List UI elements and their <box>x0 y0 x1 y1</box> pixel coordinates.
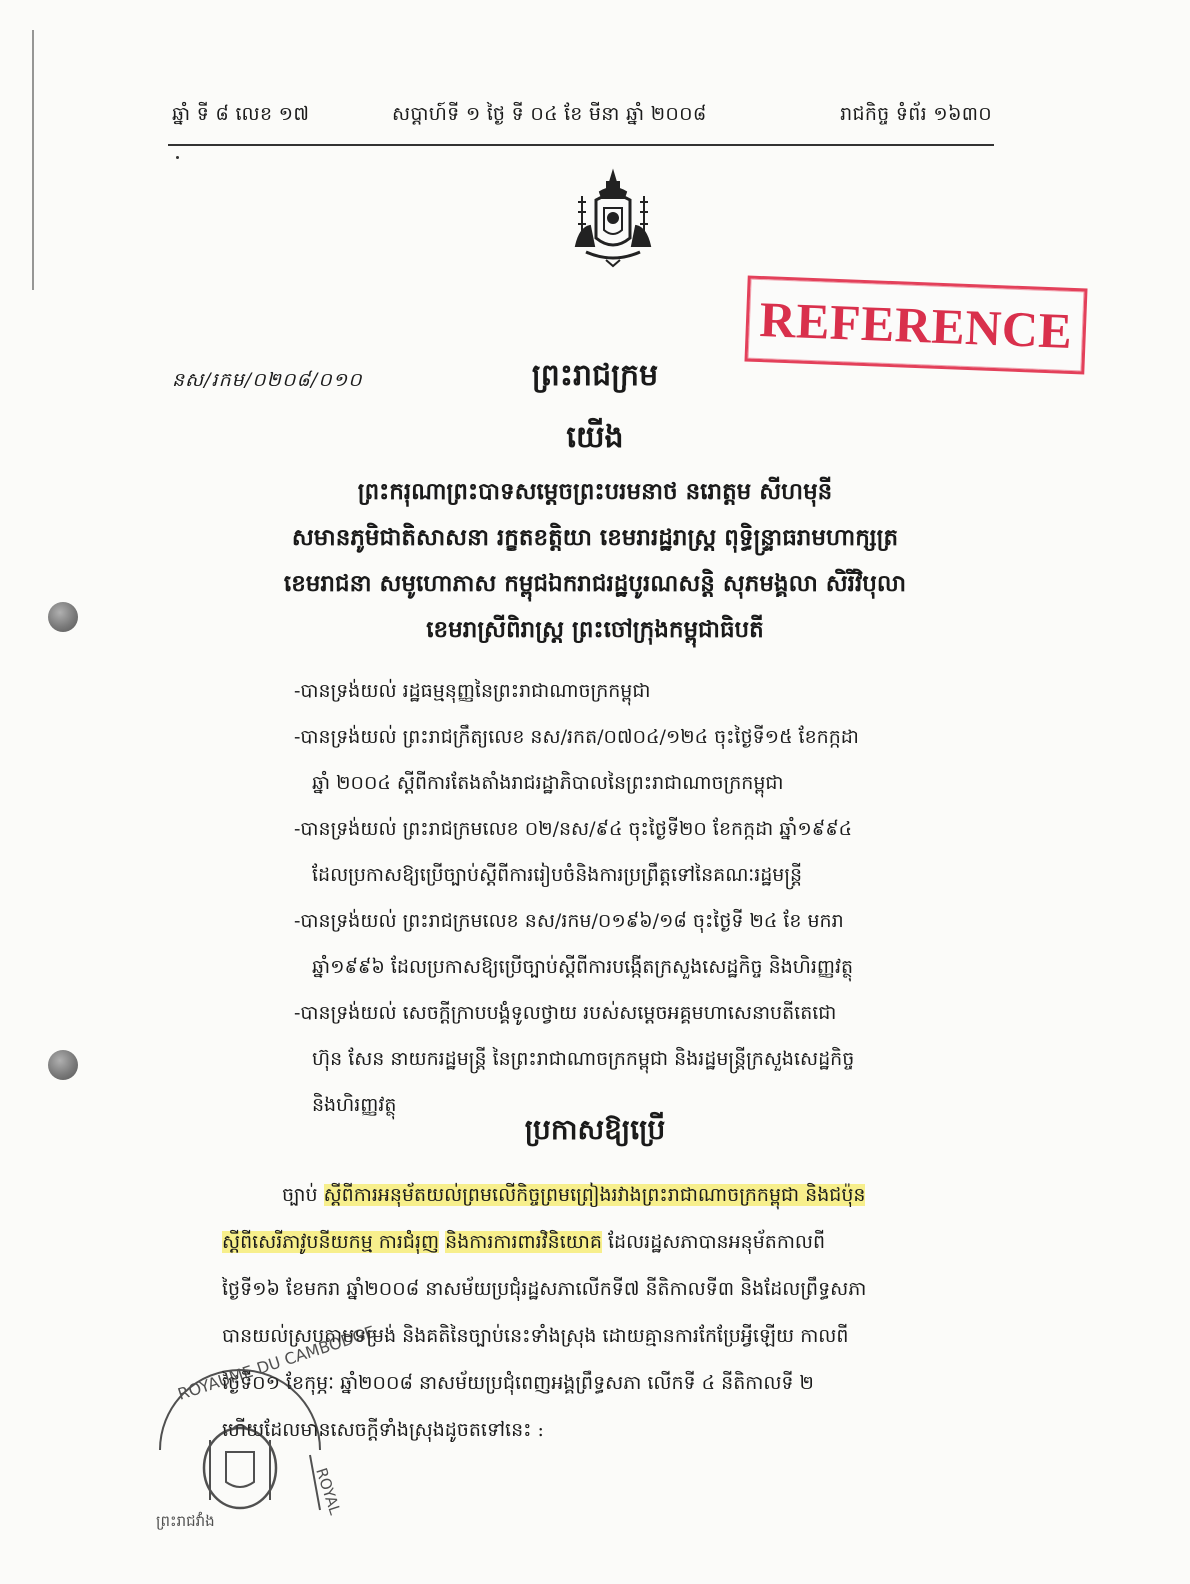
paragraph-line: បានយល់ស្របតាមទម្រង់ និងគតិនៃច្បាប់នេះទាំងស្រុង ដោយគ្មានការកែប្រែអ្វីឡើយ កាលពី <box>222 1325 849 1347</box>
law-lead: ច្បាប់ <box>282 1184 324 1206</box>
decree-reference-number: នស/រកម/០២០៨/០១០ <box>172 369 363 391</box>
gazette-issue: ឆ្នាំ ទី ៨ លេខ ១៧ <box>172 103 310 125</box>
highlighted-law-title: ស្ដីពីសេរីភាវូបនីយកម្ម ការជំរុញ <box>222 1231 440 1253</box>
seal-text-bottom: ព្រះរាជវាំង <box>156 1512 215 1530</box>
seal-text-top: ROYAUME DU CAMBODGE <box>175 1322 378 1404</box>
visa-item-continued: ឆ្នាំ ២០០៤ ស្ដីពីការតែងតាំងរាជរដ្ឋាភិបាលនៃព្រះរាជាណាចក្រកម្ពុជា <box>312 772 784 794</box>
visa-item-continued: ហ៊ុន សែន នាយករដ្ឋមន្ត្រី នៃព្រះរាជាណាចក្រកម្ពុជា និងរដ្ឋមន្ត្រីក្រសួងសេដ្ឋកិច្ច <box>312 1048 855 1070</box>
paragraph-line <box>222 1172 1022 1219</box>
visa-item-continued: ឆ្នាំ១៩៩៦ ដែលប្រកាសឱ្យប្រើច្បាប់ស្ដីពីការបង្កើតក្រសួងសេដ្ឋកិច្ច និងហិរញ្ញវត្ថុ <box>312 956 854 978</box>
seal-text-side: ROYAL <box>312 1465 345 1517</box>
king-title-line: សមានភូមិជាតិសាសនា រក្ខតខត្តិយា ខេមរារដ្ឋរាស្ត្រ ពុទ្ធិន្ទ្រាធរាមហាក្សត្រ <box>291 524 899 551</box>
highlighted-law-title: និងការការពារវិនិយោគ <box>445 1231 602 1253</box>
highlighted-law-title: ស្ដីពីការអនុម័តយល់ព្រមលើកិច្ចព្រមព្រៀងរវាងព្រះរាជាណាចក្រកម្ពុជា និងជប៉ុន <box>323 1184 866 1206</box>
royal-arms-emblem-icon <box>566 168 660 268</box>
royal-seal-stamp <box>140 1322 378 1530</box>
king-title-line: ខេមរាជនា សមូហោភាស កម្ពុជឯករាជរដ្ឋបូរណសន្តិ សុភមង្គលា សិរីវិបុលា <box>283 570 907 597</box>
gazette-page-number: រាជកិច្ច ទំព័រ ១៦៣០ <box>840 103 992 125</box>
visa-item: -បានទ្រង់យល់ រដ្ឋធម្មនុញ្ញនៃព្រះរាជាណាចក្រកម្ពុជា <box>294 680 651 702</box>
visa-list <box>294 668 1034 1128</box>
paragraph-line: ថ្ងៃទី១៦ ខែមករា ឆ្នាំ២០០៨ នាសម័យប្រជុំរដ្ឋសភាលើកទី៧ នីតិកាលទី៣ និងដែលព្រឹទ្ធសភា <box>222 1278 867 1300</box>
visa-item-continued: ដែលប្រកាសឱ្យប្រើច្បាប់ស្ដីពីការរៀបចំនិងការប្រព្រឹត្តទៅនៃគណៈរដ្ឋមន្ត្រី <box>312 864 803 886</box>
paragraph-text: ដែលរដ្ឋសភាបានអនុម័តកាលពី <box>601 1231 826 1253</box>
proclaim-heading: ប្រកាសឱ្យប្រើ <box>524 1113 666 1146</box>
reference-stamp: REFERENCE <box>744 276 1087 375</box>
gazette-header <box>168 98 994 142</box>
visa-item-continued: និងហិរញ្ញវត្ថុ <box>312 1094 397 1116</box>
promulgation-paragraph <box>222 1172 1022 1454</box>
header-dot <box>176 156 179 159</box>
paragraph-line: ហើយដែលមានសេចក្ដីទាំងស្រុងដូចតទៅនេះ : <box>222 1419 544 1441</box>
king-title-line: ខេមរាស្រីពិរាស្ត្រ ព្រះចៅក្រុងកម្ពុជាធិបតី <box>426 616 764 643</box>
king-title-line: ព្រះករុណាព្រះបាទសម្ដេចព្រះបរមនាថ នរោត្ដម សីហមុនី <box>357 478 833 505</box>
punch-hole <box>48 602 78 632</box>
visa-item: -បានទ្រង់យល់ សេចក្ដីក្រាបបង្គំទូលថ្វាយ របស់សម្ដេចអគ្គមហាសេនាបតីតេជោ <box>294 1002 837 1024</box>
scan-edge-line <box>32 30 34 290</box>
paragraph-line <box>222 1219 1022 1266</box>
paragraph-line: ថ្ងៃទី០១ ខែកុម្ភៈ ឆ្នាំ២០០៨ នាសម័យប្រជុំពេញអង្គព្រឹទ្ធសភា លើកទី ៤ នីតិកាលទី ២ <box>222 1372 814 1394</box>
visa-item: -បានទ្រង់យល់ ព្រះរាជក្រមលេខ នស/រកម/០១៩៦/១៨ ចុះថ្ងៃទី ២៤ ខែ មករា <box>294 910 844 932</box>
document-we: យើង <box>566 420 624 455</box>
header-divider <box>168 144 994 146</box>
visa-item: -បានទ្រង់យល់ ព្រះរាជក្រមលេខ ០២/នស/៩៤ ចុះថ្ងៃទី២០ ខែកក្កដា ឆ្នាំ១៩៩៤ <box>294 818 853 840</box>
visa-item: -បានទ្រង់យល់ ព្រះរាជក្រឹត្យលេខ នស/រកត/០៧០៤/១២៤ ចុះថ្ងៃទី១៥ ខែកក្កដា <box>294 726 859 748</box>
punch-hole <box>48 1050 78 1080</box>
gazette-date: សប្ដាហ៍ទី ១ ថ្ងៃ ទី ០៤ ខែ មីនា ឆ្នាំ ២០០៨ <box>392 103 707 125</box>
document-title: ព្រះរាជក្រម <box>531 358 659 393</box>
